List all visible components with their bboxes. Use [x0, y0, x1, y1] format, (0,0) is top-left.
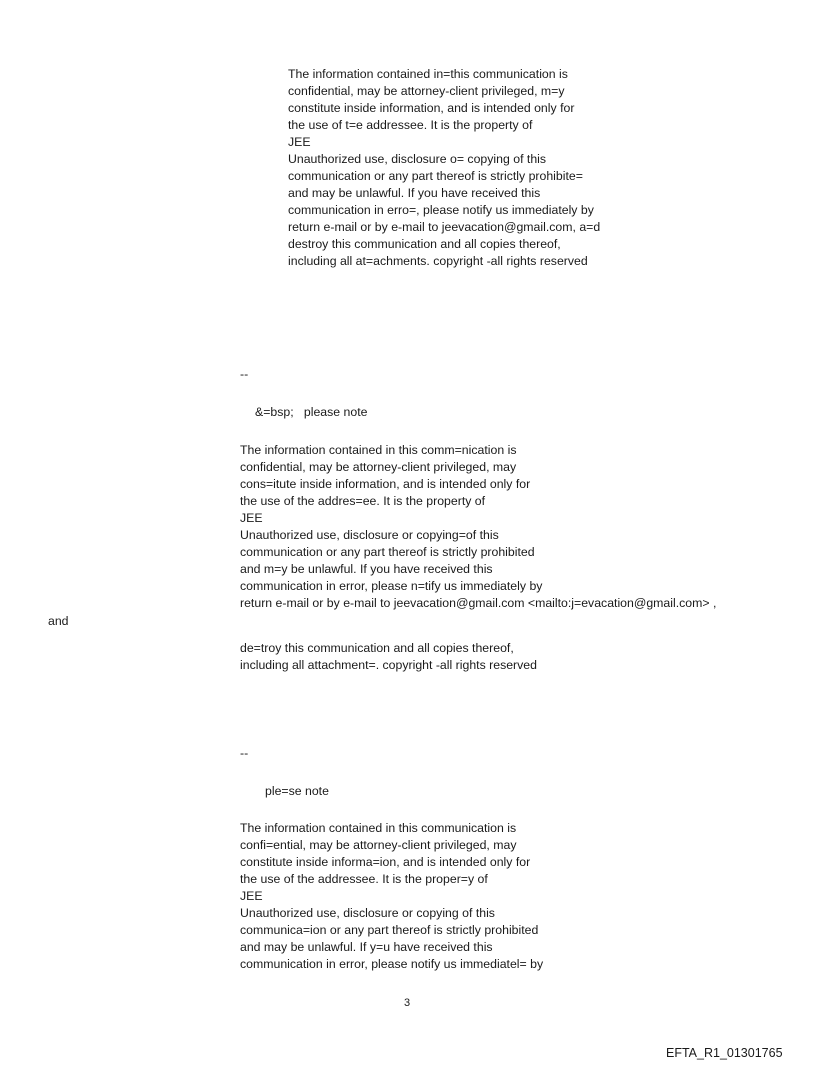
notice-line: destroy this communication and all copies thereof, [288, 237, 561, 251]
notice-line: Unauthorized use, disclosure or copying of this [240, 906, 495, 920]
notice-line: The information contained in this communication is [240, 821, 517, 835]
notice-line: confidential, may be attorney-client privileged, m=y [288, 84, 565, 98]
notice-line: communication in erro=, please notify us immediately by [288, 203, 594, 217]
notice-line: The information contained in=this communication is [288, 67, 568, 81]
notice-line: JEE [240, 889, 263, 903]
notice-line: communication or any part thereof is strictly prohibited [240, 545, 535, 559]
notice-line: the use of the addres=ee. It is the property of [240, 494, 486, 508]
notice-line: including all attachment=. copyright -all rights reserved [240, 658, 537, 672]
please-note-heading: &=bsp; please note [255, 405, 368, 419]
notice-line: constitute inside information, and is intended only for [288, 101, 575, 115]
notice-line: JEE [240, 511, 263, 525]
notice-line: the use of the addressee. It is the proper=y of [240, 872, 488, 886]
notice-line: constitute inside informa=ion, and is intended only for [240, 855, 531, 869]
notice-line: communication or any part thereof is strictly prohibite= [288, 169, 583, 183]
notice-line: Unauthorized use, disclosure or copying=of this [240, 528, 499, 542]
signature-separator: -- [240, 746, 249, 760]
notice-line: Unauthorized use, disclosure o= copying of this [288, 152, 547, 166]
notice-line: de=troy this communication and all copies thereof, [240, 641, 514, 655]
notice-line: and m=y be unlawful. If you have received this [240, 562, 493, 576]
notice-line: The information contained in this comm=nication is [240, 443, 517, 457]
notice-line: confi=ential, may be attorney-client privileged, may [240, 838, 517, 852]
notice-line: JEE [288, 135, 311, 149]
notice-line: return e-mail or by e-mail to jeevacation@gmail.com <mailto:j=evacation@gmail.com> , [240, 596, 717, 610]
notice-line: cons=itute inside information, and is intended only for [240, 477, 531, 491]
notice-line: confidential, may be attorney-client privileged, may [240, 460, 517, 474]
page-number: 3 [404, 997, 411, 1009]
please-note-heading: ple=se note [265, 784, 329, 798]
notice-line: communication in error, please notify us immediatel= by [240, 957, 544, 971]
notice-line: the use of t=e addressee. It is the property of [288, 118, 533, 132]
notice-line: communication in error, please n=tify us immediately by [240, 579, 543, 593]
notice-line: return e-mail or by e-mail to jeevacation@gmail.com, a=d [288, 220, 601, 234]
bates-number: EFTA_R1_01301765 [666, 1046, 783, 1060]
notice-line: including all at=achments. copyright -all rights reserved [288, 254, 588, 268]
signature-separator: -- [240, 367, 249, 381]
notice-line: and may be unlawful. If y=u have received this [240, 940, 493, 954]
notice-line: communica=ion or any part thereof is strictly prohibited [240, 923, 539, 937]
wrapped-word: and [48, 614, 69, 628]
notice-line: and may be unlawful. If you have received this [288, 186, 541, 200]
